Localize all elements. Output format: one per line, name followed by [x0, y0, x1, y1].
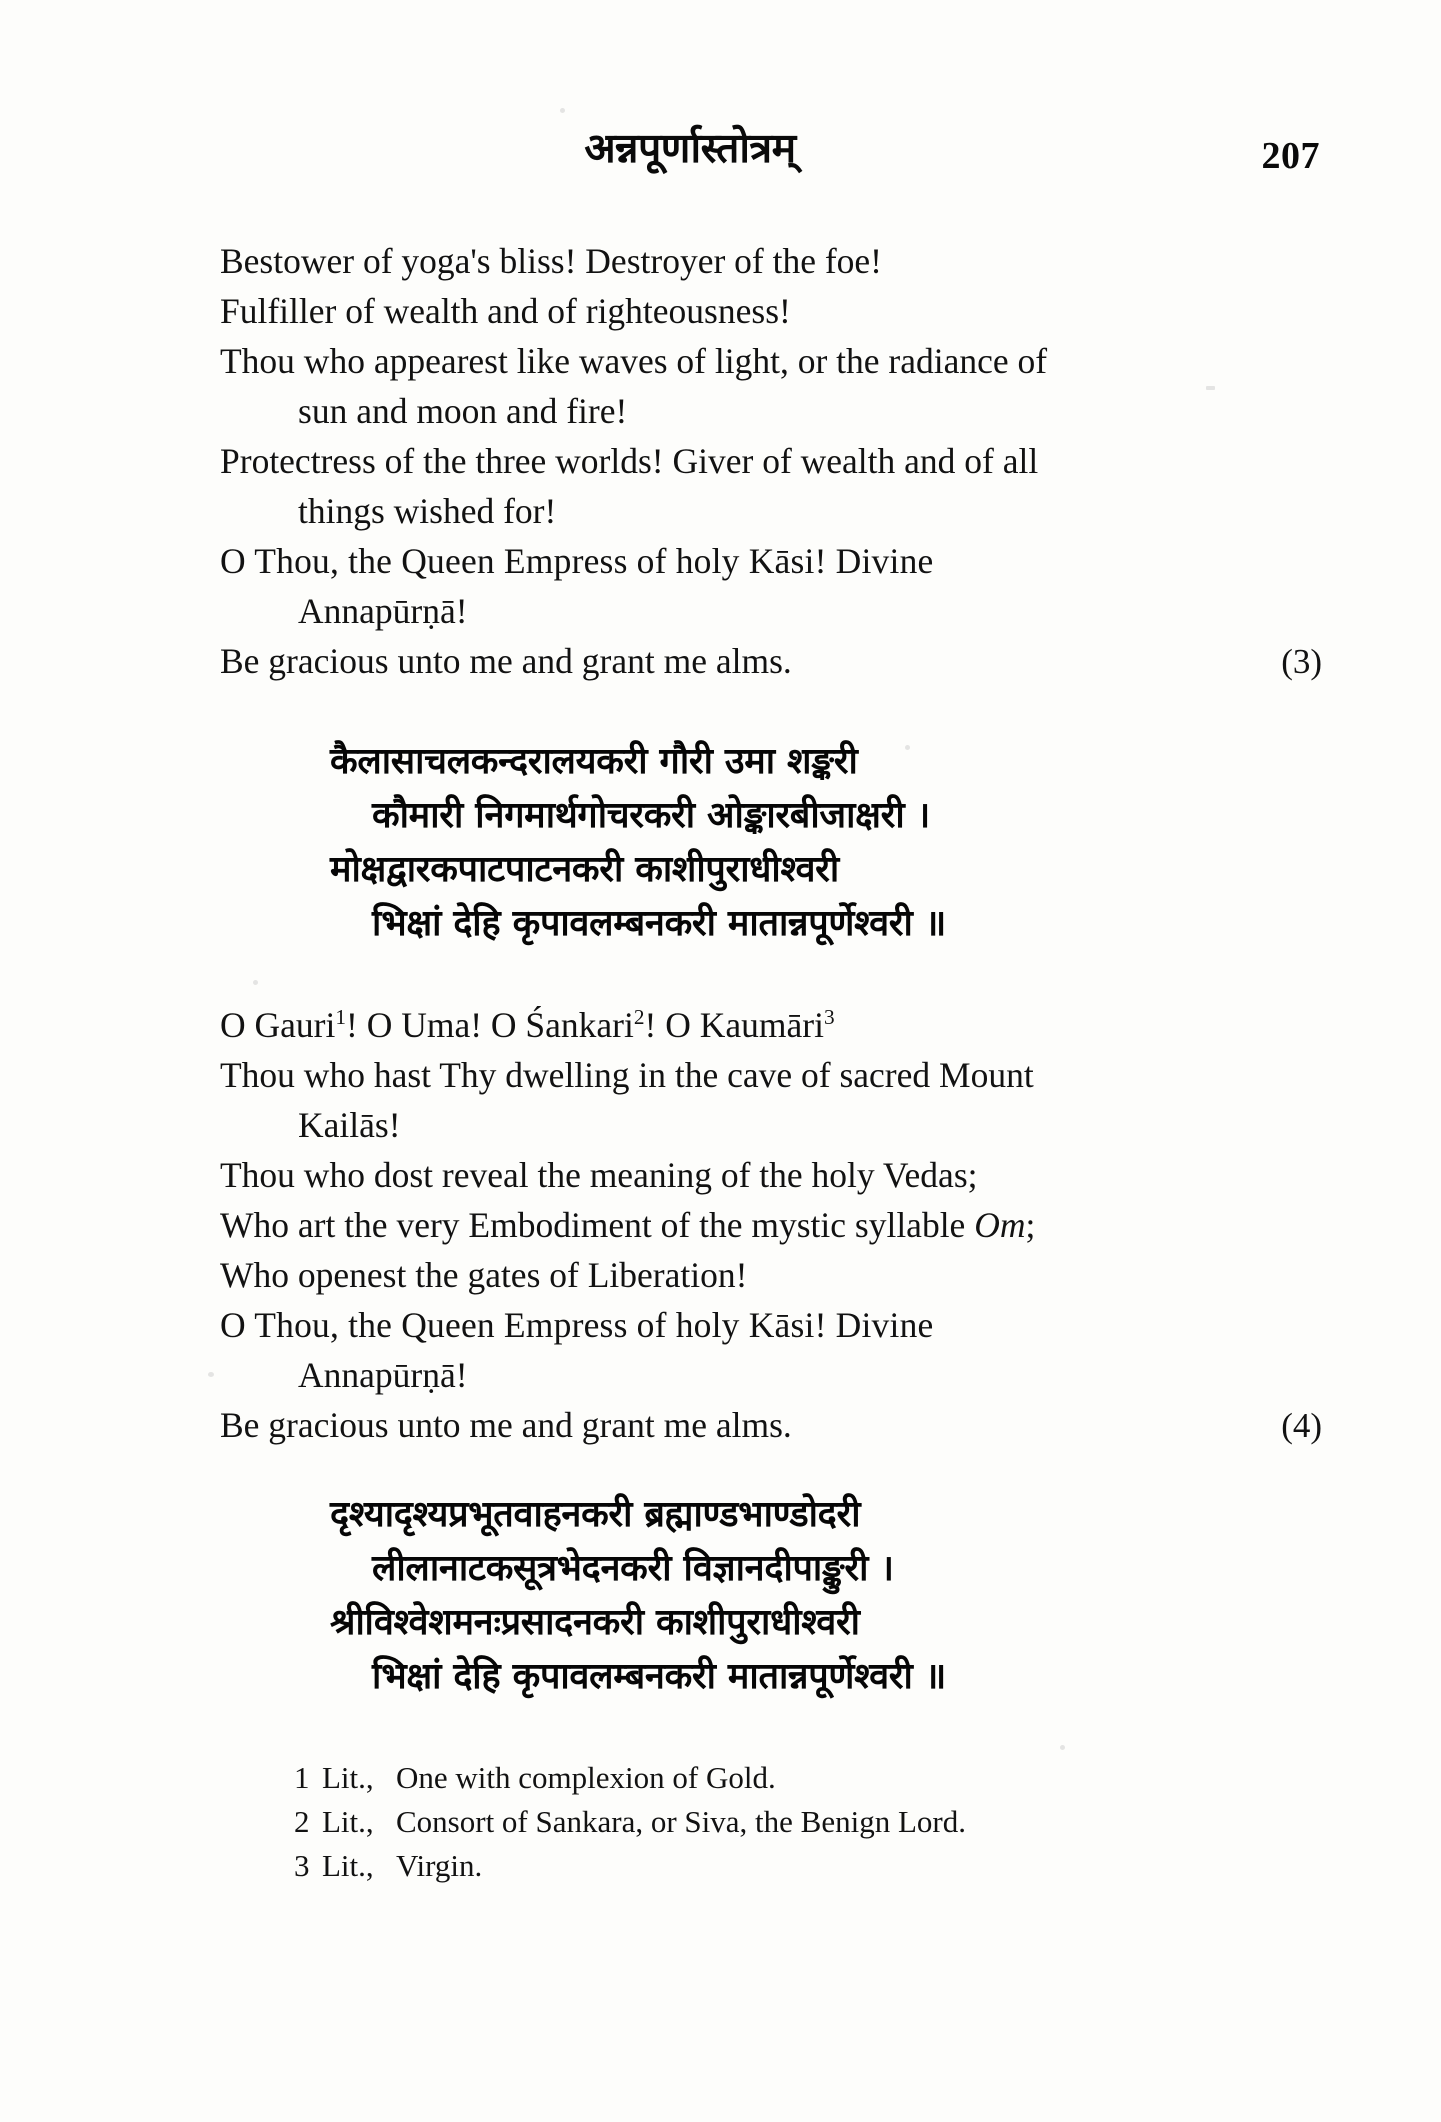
italic-term-om: Om	[974, 1205, 1026, 1245]
footnote-text: Virgin.	[396, 1848, 483, 1883]
page-number: 207	[1261, 135, 1320, 177]
verse-line-runover: Annapūrṇā!	[298, 1355, 468, 1395]
verse-line: Thou who dost reveal the meaning of the holy Vedas;	[220, 1155, 978, 1195]
verse-line-text: O Gauri	[220, 1005, 336, 1045]
sanskrit-verse-5	[220, 1488, 1322, 1704]
footnote-item	[294, 1756, 1324, 1800]
verse-line-runover: Kailās!	[298, 1105, 401, 1145]
verse-line: Fulfiller of wealth and of righteousness!	[220, 291, 791, 331]
footnote-text: One with complexion of Gold.	[396, 1760, 776, 1795]
sanskrit-line: भिक्षां देहि कृपावलम्बनकरी मातान्नपूर्णेश्वरी ॥	[372, 903, 947, 944]
footnote-ref-1[interactable]: 1	[335, 1005, 346, 1030]
scan-speck	[905, 745, 910, 750]
verse-line-text: ! O Uma! O Śankari	[346, 1005, 634, 1045]
running-head	[220, 125, 1320, 198]
verse-line: Thou who hast Thy dwelling in the cave of sacred Mount	[220, 1055, 1034, 1095]
footnote-text: Consort of Sankara, or Siva, the Benign Lord.	[396, 1804, 966, 1839]
scan-speck	[208, 1372, 214, 1377]
verse-line: Who openest the gates of Liberation!	[220, 1255, 748, 1295]
scan-speck	[1060, 1745, 1065, 1750]
verse-line-with-italic	[220, 1200, 1322, 1250]
footnote-ref-2[interactable]: 2	[633, 1005, 645, 1030]
verse-line: Thou who appearest like waves of light, or the radiance of	[220, 341, 1048, 381]
footnote-lit-label: Lit.,	[322, 1848, 374, 1883]
verse-line-text-tail: ;	[1025, 1205, 1036, 1245]
verse-line-runover: sun and moon and fire!	[298, 391, 628, 431]
sanskrit-line: श्रीविश्वेशमनःप्रसादनकरी काशीपुराधीश्वरी	[330, 1602, 860, 1643]
footnote-item	[294, 1800, 1324, 1844]
verse-4-translation	[220, 1000, 1322, 1451]
scan-speck	[560, 108, 565, 113]
verse-line-invocation	[220, 1000, 1322, 1050]
verse-number: (4)	[1281, 1406, 1322, 1445]
verse-3-translation	[220, 236, 1322, 687]
verse-refrain-line	[220, 1400, 1322, 1451]
scan-speck	[1206, 386, 1215, 390]
verse-refrain-line	[220, 636, 1322, 687]
scan-speck	[253, 980, 258, 985]
verse-number: (3)	[1281, 642, 1322, 681]
verse-line: O Thou, the Queen Empress of holy Kāsi! Divine	[220, 541, 934, 581]
verse-line-text: ! O Kaumāri	[644, 1005, 824, 1045]
verse-line: O Thou, the Queen Empress of holy Kāsi! Divine	[220, 1305, 934, 1345]
sanskrit-line: कैलासाचलकन्दरालयकरी गौरी उमा शङ्करी	[330, 741, 858, 782]
footnote-lit-label: Lit.,	[322, 1804, 374, 1839]
sanskrit-line: कौमारी निगमार्थगोचरकरी ओङ्कारबीजाक्षरी ।	[372, 795, 930, 836]
refrain-text: Be gracious unto me and grant me alms.	[220, 641, 792, 681]
footnote-item	[294, 1844, 1324, 1888]
verse-line-runover: things wished for!	[298, 491, 557, 531]
footnote-number: 1	[294, 1760, 310, 1795]
footnote-lit-label: Lit.,	[322, 1760, 374, 1795]
verse-line-text: Who art the very Embodiment of the mystic syllable	[220, 1205, 975, 1245]
sanskrit-line: दृश्यादृश्यप्रभूतवाहनकरी ब्रह्माण्डभाण्डोदरी	[330, 1494, 861, 1535]
sanskrit-line: भिक्षां देहि कृपावलम्बनकरी मातान्नपूर्णेश्वरी ॥	[372, 1656, 947, 1697]
sanskrit-line: लीलानाटकसूत्रभेदनकरी विज्ञानदीपाङ्कुरी ।	[372, 1548, 894, 1589]
footnote-list	[294, 1756, 1324, 1888]
verse-line-runover: Annapūrṇā!	[298, 591, 468, 631]
verse-line: Bestower of yoga's bliss! Destroyer of the foe!	[220, 241, 882, 281]
sanskrit-line: मोक्षद्वारकपाटपाटनकरी काशीपुराधीश्वरी	[330, 849, 839, 890]
footnote-number: 2	[294, 1804, 310, 1839]
refrain-text: Be gracious unto me and grant me alms.	[220, 1405, 792, 1445]
verse-line: Protectress of the three worlds! Giver of wealth and of all	[220, 441, 1039, 481]
footnote-ref-3[interactable]: 3	[823, 1005, 835, 1030]
running-head-title: अन्नपूर्णास्तोत्रम्	[584, 125, 796, 171]
footnote-number: 3	[294, 1848, 310, 1883]
sanskrit-verse-4	[220, 735, 1322, 951]
